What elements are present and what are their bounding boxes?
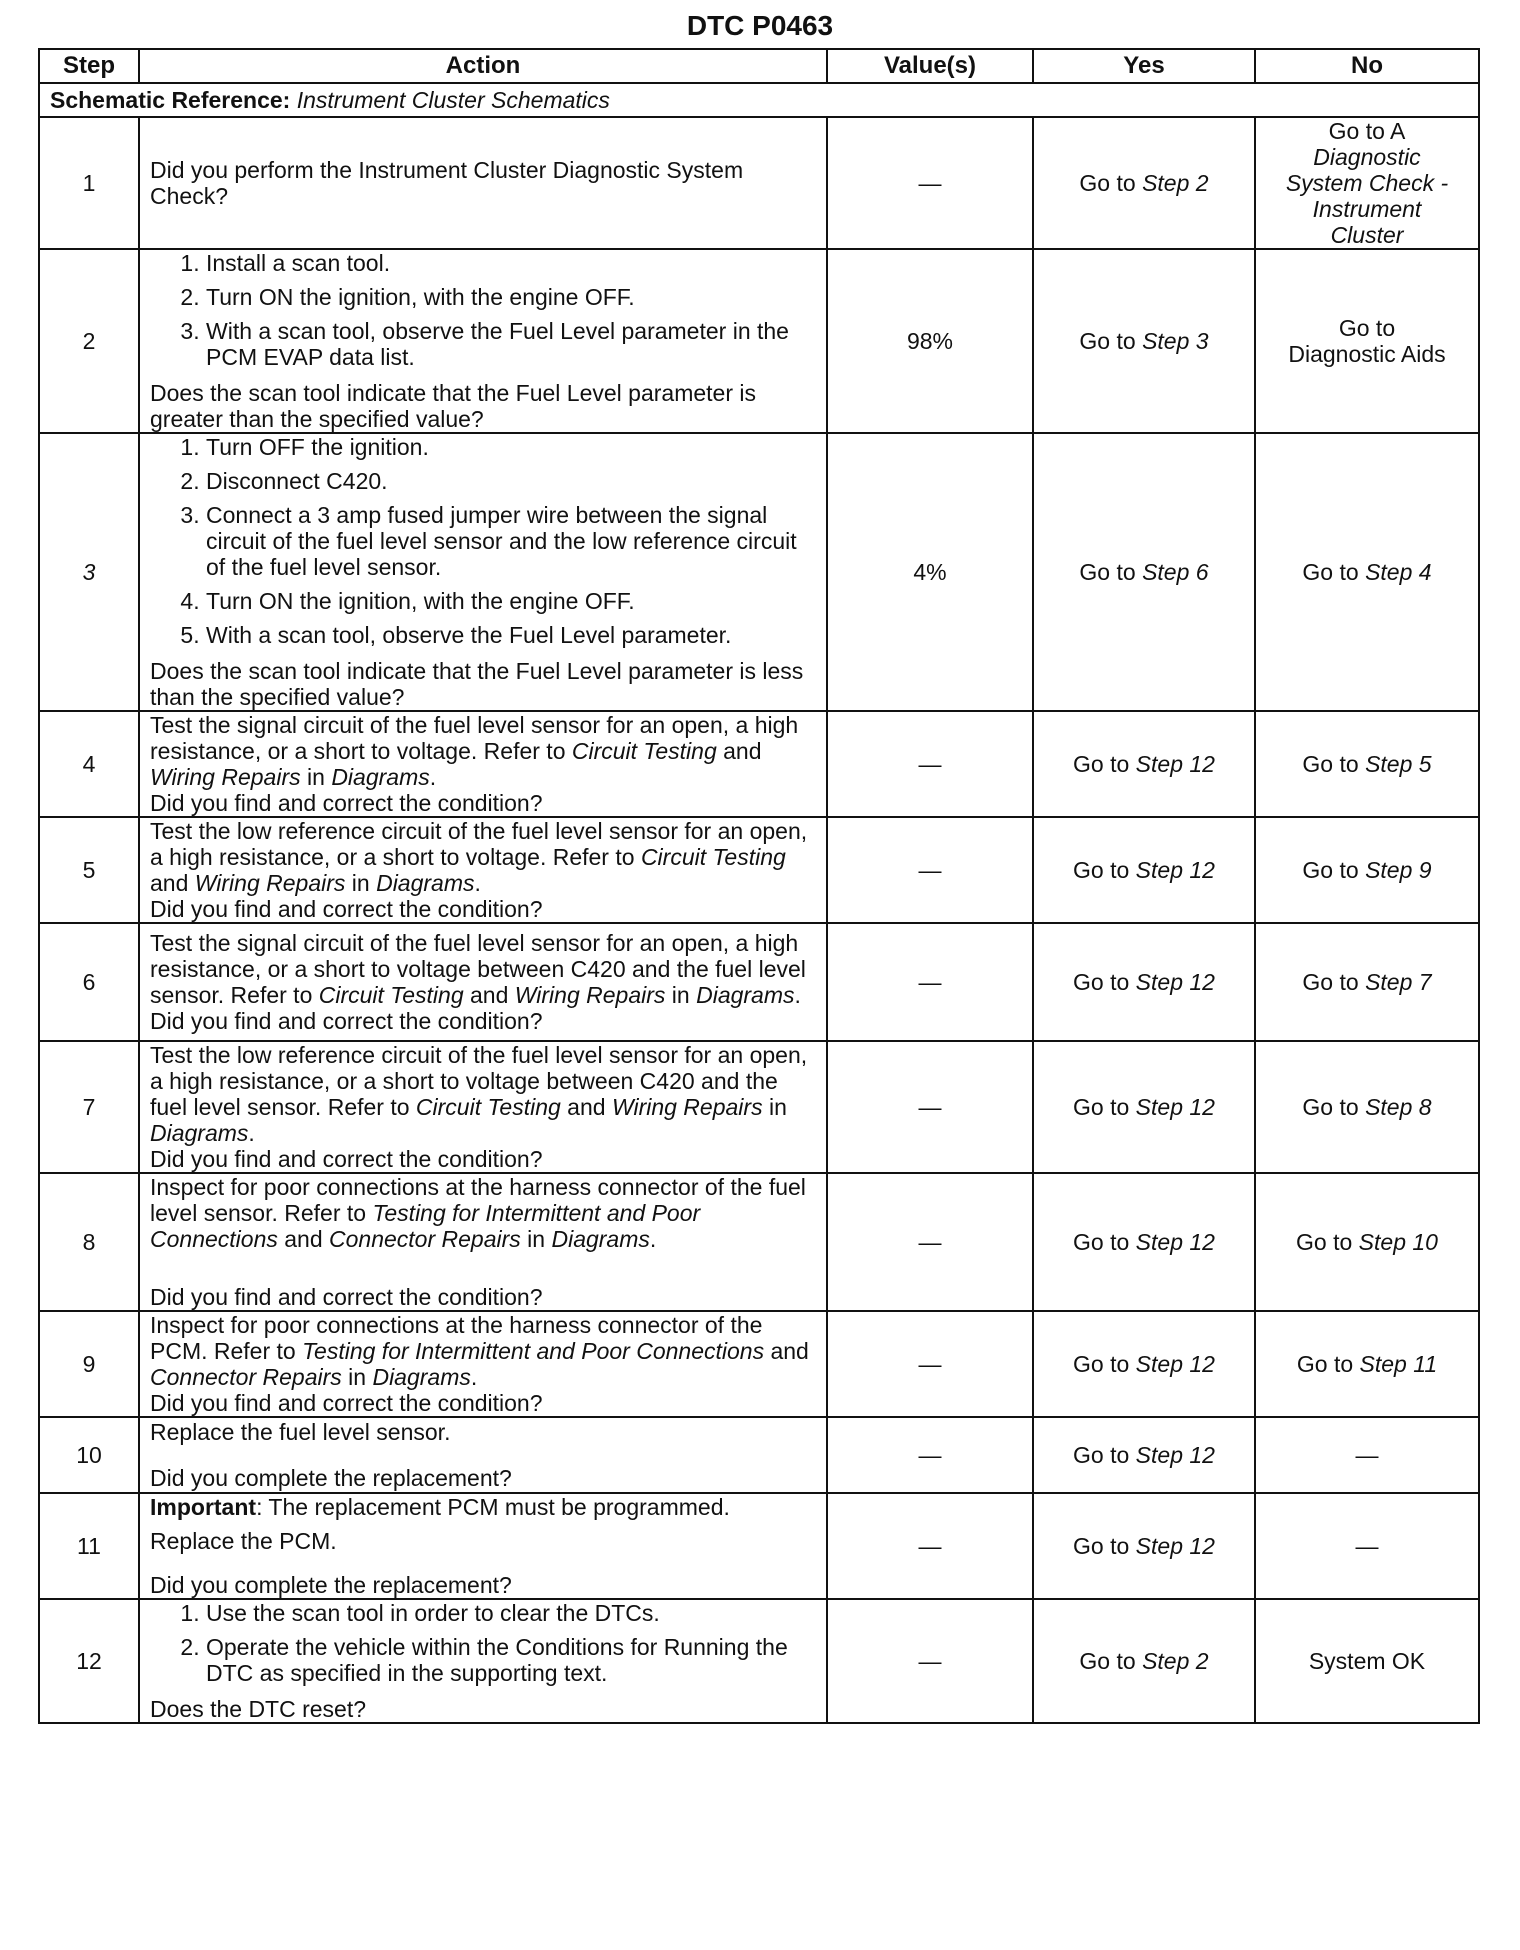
no-target: Step 8 (1365, 1094, 1432, 1120)
value-cell: — (827, 1041, 1033, 1173)
step-number: 1 (39, 117, 139, 249)
yes-target: Step 12 (1135, 1533, 1215, 1559)
header-step: Step (39, 49, 139, 83)
text-part: Connector Repairs (150, 1364, 342, 1390)
text-part: Test the low reference circuit of the fuel level sensor for an open, a high resistance, or a short to voltage. Refer to (150, 818, 808, 870)
action-text (150, 1174, 816, 1252)
no-target: Step 9 (1365, 857, 1432, 883)
go-to-label: Go to (1073, 857, 1130, 883)
value-cell: — (827, 1599, 1033, 1723)
action-question: Did you find and correct the condition? (150, 896, 543, 922)
action-cell (139, 433, 827, 711)
action-item: 2. Disconnect C420. (206, 468, 816, 494)
text-part: Diagrams (150, 1120, 249, 1146)
action-item: 5. With a scan tool, observe the Fuel Level parameter. (206, 622, 816, 648)
text-part: . (474, 870, 481, 896)
action-question: Did you find and correct the condition? (150, 790, 543, 816)
step-number: 6 (39, 923, 139, 1041)
go-to-label: Go to (1079, 328, 1136, 354)
action-cell (139, 817, 827, 923)
yes-target: Step 2 (1142, 1648, 1209, 1674)
text-part: Diagrams (372, 1364, 471, 1390)
step-number: 9 (39, 1311, 139, 1417)
text-part: Wiring Repairs (514, 982, 666, 1008)
yes-target: Step 12 (1135, 857, 1215, 883)
action-cell (139, 1041, 827, 1173)
table-row (39, 1173, 1479, 1311)
header-action: Action (139, 49, 827, 83)
action-item: 1. Install a scan tool. (206, 250, 816, 276)
yes-cell (1033, 433, 1255, 711)
text-part: and (150, 870, 195, 896)
text-part: and (560, 1094, 612, 1120)
go-to-label: Go to (1073, 1094, 1130, 1120)
text-part: Circuit Testing (571, 738, 717, 764)
action-item: 1. Turn OFF the ignition. (206, 434, 816, 460)
go-to-label: Go to (1302, 857, 1359, 883)
no-line: Instrument (1312, 196, 1422, 222)
no-cell (1255, 1173, 1479, 1311)
yes-cell (1033, 817, 1255, 923)
go-to-label: Go to (1302, 559, 1359, 585)
go-to-label: Go to (1296, 1229, 1353, 1255)
text-part: Diagrams (696, 982, 795, 1008)
action-question: Does the scan tool indicate that the Fuel Level parameter is greater than the specified value? (150, 380, 757, 432)
table-row (39, 1041, 1479, 1173)
action-text (150, 1312, 816, 1390)
table-row (39, 711, 1479, 817)
step-number: 7 (39, 1041, 139, 1173)
go-to-label: Go to (1073, 1351, 1130, 1377)
table-row (39, 249, 1479, 433)
text-part: in (300, 764, 332, 790)
value-cell: — (827, 1173, 1033, 1311)
yes-target: Step 2 (1142, 170, 1209, 196)
yes-target: Step 12 (1135, 1442, 1215, 1468)
action-item: 4. Turn ON the ignition, with the engine OFF. (206, 588, 816, 614)
action-question: Did you find and correct the condition? (150, 1390, 543, 1416)
value-cell: — (827, 817, 1033, 923)
no-cell (1255, 711, 1479, 817)
text-part: Test the signal circuit of the fuel level sensor for an open, a high resistance, or a short to voltage between C420 and the fuel level sensor. Refer to (150, 930, 806, 1008)
text-part: Testing for Intermittent and Poor Connections (302, 1338, 765, 1364)
text-part: Wiring Repairs (194, 870, 346, 896)
text-part: . (429, 764, 437, 790)
yes-cell (1033, 1173, 1255, 1311)
action-item: 3. With a scan tool, observe the Fuel Level parameter in the PCM EVAP data list. (206, 318, 816, 370)
text-part: Diagrams (331, 764, 430, 790)
table-row (39, 1417, 1479, 1493)
action-cell (139, 117, 827, 249)
yes-cell (1033, 117, 1255, 249)
action-question: Does the DTC reset? (150, 1696, 367, 1722)
text-part: Test the low reference circuit of the fuel level sensor for an open, a high resistance, or a short to voltage between C420 and the fuel level sensor. Refer to (150, 1042, 808, 1120)
go-to-label: Go to (1302, 751, 1359, 777)
no-line: Go to (1338, 315, 1396, 341)
no-target: Step 5 (1365, 751, 1432, 777)
go-to-label: Go to (1302, 1094, 1359, 1120)
action-question: Did you perform the Instrument Cluster Diagnostic System Check? (150, 157, 744, 209)
text-part: Connector Repairs (329, 1226, 521, 1252)
no-target: Step 11 (1359, 1351, 1438, 1377)
yes-cell (1033, 1041, 1255, 1173)
table-row (39, 923, 1479, 1041)
text-part: in (762, 1094, 787, 1120)
go-to-label: Go to (1079, 170, 1136, 196)
header-row (39, 49, 1479, 83)
yes-cell (1033, 1493, 1255, 1599)
action-question: Did you complete the replacement? (150, 1572, 512, 1598)
step-number: 11 (39, 1493, 139, 1599)
no-cell (1255, 923, 1479, 1041)
text-part: and (277, 1226, 330, 1252)
text-part: Circuit Testing (415, 1094, 561, 1120)
no-cell (1255, 249, 1479, 433)
important-text: : The replacement PCM must be programmed. (256, 1494, 730, 1520)
action-text (150, 818, 816, 896)
step-number: 12 (39, 1599, 139, 1723)
no-cell (1255, 1311, 1479, 1417)
text-part: in (345, 870, 377, 896)
action-text (150, 712, 816, 790)
text-part: and (764, 1338, 809, 1364)
header-no: No (1255, 49, 1479, 83)
text-part: Testing for Intermittent and Poor Connections (150, 1200, 701, 1252)
no-cell (1255, 817, 1479, 923)
schematic-row (39, 83, 1479, 117)
no-cell: — (1255, 1493, 1479, 1599)
go-to-label: Go to (1302, 969, 1359, 995)
action-question: Did you find and correct the condition? (150, 1008, 543, 1034)
table-row (39, 1493, 1479, 1599)
header-values: Value(s) (827, 49, 1033, 83)
text-part: in (665, 982, 697, 1008)
action-cell (139, 1173, 827, 1311)
action-cell (139, 1417, 827, 1493)
action-question: Does the scan tool indicate that the Fuel Level parameter is less than the specified value? (150, 658, 804, 710)
text-part: Diagrams (376, 870, 475, 896)
value-cell: 4% (827, 433, 1033, 711)
action-item: 1. Use the scan tool in order to clear the DTCs. (206, 1600, 816, 1626)
yes-cell (1033, 1599, 1255, 1723)
text-part: in (520, 1226, 552, 1252)
text-part: in (341, 1364, 373, 1390)
yes-target: Step 12 (1135, 1351, 1215, 1377)
action-item: 3. Connect a 3 amp fused jumper wire between the signal circuit of the fuel level sensor and the low reference circuit of the fuel level sensor. (206, 502, 816, 580)
go-to-label: Go to (1079, 559, 1136, 585)
yes-cell (1033, 923, 1255, 1041)
text-part: . (649, 1226, 657, 1252)
important-label: Important (150, 1494, 257, 1520)
header-yes: Yes (1033, 49, 1255, 83)
text-part: Wiring Repairs (611, 1094, 763, 1120)
yes-target: Step 12 (1135, 1094, 1215, 1120)
text-part: Wiring Repairs (150, 764, 301, 790)
action-cell (139, 923, 827, 1041)
text-part: . (248, 1120, 255, 1146)
value-cell: — (827, 923, 1033, 1041)
text-part: Inspect for poor connections at the harness connector of the PCM. Refer to (150, 1312, 763, 1364)
action-cell (139, 711, 827, 817)
go-to-label: Go to (1073, 1533, 1130, 1559)
schematic-ref: Instrument Cluster Schematics (296, 87, 610, 113)
no-target: Step 7 (1365, 969, 1432, 995)
table-row (39, 1311, 1479, 1417)
yes-cell (1033, 1311, 1255, 1417)
action-cell (139, 1311, 827, 1417)
yes-target: Step 3 (1142, 328, 1209, 354)
table-row (39, 1599, 1479, 1723)
table-row (39, 433, 1479, 711)
table-row (39, 117, 1479, 249)
yes-target: Step 12 (1135, 969, 1215, 995)
value-cell: — (827, 117, 1033, 249)
go-to-label: Go to (1073, 1229, 1130, 1255)
action-question: Did you complete the replacement? (150, 1465, 512, 1491)
yes-cell (1033, 711, 1255, 817)
action-text: Replace the fuel level sensor. (150, 1419, 451, 1445)
text-part: Inspect for poor connections at the harness connector of the fuel level sensor. Refer to (150, 1174, 806, 1226)
yes-target: Step 12 (1135, 751, 1215, 777)
no-line: Diagnostic Aids (1288, 341, 1446, 367)
value-cell: — (827, 711, 1033, 817)
no-line: Go to A (1328, 118, 1406, 144)
text-part: Circuit Testing (640, 844, 786, 870)
text-part: . (470, 1364, 478, 1390)
yes-target: Step 6 (1142, 559, 1209, 585)
no-line: System Check - (1285, 170, 1449, 196)
value-cell: — (827, 1417, 1033, 1493)
text-part: Test the signal circuit of the fuel level sensor for an open, a high resistance, or a short to voltage. Refer to (150, 712, 799, 764)
go-to-label: Go to (1073, 1442, 1130, 1468)
page-title: DTC P0463 (686, 10, 834, 41)
step-number: 5 (39, 817, 139, 923)
diagnostic-table (38, 48, 1480, 1724)
go-to-label: Go to (1296, 1351, 1354, 1377)
text-part: Circuit Testing (318, 982, 464, 1008)
go-to-label: Go to (1079, 1648, 1136, 1674)
action-question: Did you find and correct the condition? (150, 1284, 543, 1310)
text-part: and (463, 982, 515, 1008)
value-cell: — (827, 1311, 1033, 1417)
no-line: Cluster (1330, 222, 1404, 248)
action-cell (139, 249, 827, 433)
step-number: 10 (39, 1417, 139, 1493)
value-cell: 98% (827, 249, 1033, 433)
yes-target: Step 12 (1135, 1229, 1215, 1255)
action-item: 2. Turn ON the ignition, with the engine OFF. (206, 284, 816, 310)
table-row (39, 817, 1479, 923)
step-number: 8 (39, 1173, 139, 1311)
action-text (150, 930, 816, 1008)
action-text (150, 1042, 816, 1146)
go-to-label: Go to (1073, 969, 1130, 995)
action-cell (139, 1493, 827, 1599)
text-part: . (794, 982, 801, 1008)
value-cell: — (827, 1493, 1033, 1599)
go-to-label: Go to (1073, 751, 1130, 777)
no-cell: — (1255, 1417, 1479, 1493)
step-number: 4 (39, 711, 139, 817)
no-cell (1255, 433, 1479, 711)
step-number: 3 (39, 433, 139, 711)
schematic-label: Schematic Reference: (50, 87, 291, 113)
no-target: Step 10 (1358, 1229, 1438, 1255)
important-note (150, 1494, 816, 1520)
schematic-reference (39, 83, 1479, 117)
text-part: and (716, 738, 762, 764)
no-cell (1255, 1041, 1479, 1173)
action-text: Replace the PCM. (150, 1528, 337, 1554)
action-item: 2. Operate the vehicle within the Conditions for Running the DTC as specified in the supporting text. (206, 1634, 816, 1686)
no-line: Diagnostic (1313, 144, 1421, 170)
action-question: Did you find and correct the condition? (150, 1146, 543, 1172)
step-number: 2 (39, 249, 139, 433)
text-part: Diagrams (551, 1226, 650, 1252)
yes-cell (1033, 249, 1255, 433)
yes-cell (1033, 1417, 1255, 1493)
no-cell (1255, 117, 1479, 249)
no-cell: System OK (1255, 1599, 1479, 1723)
no-target: Step 4 (1365, 559, 1432, 585)
action-cell (139, 1599, 827, 1723)
